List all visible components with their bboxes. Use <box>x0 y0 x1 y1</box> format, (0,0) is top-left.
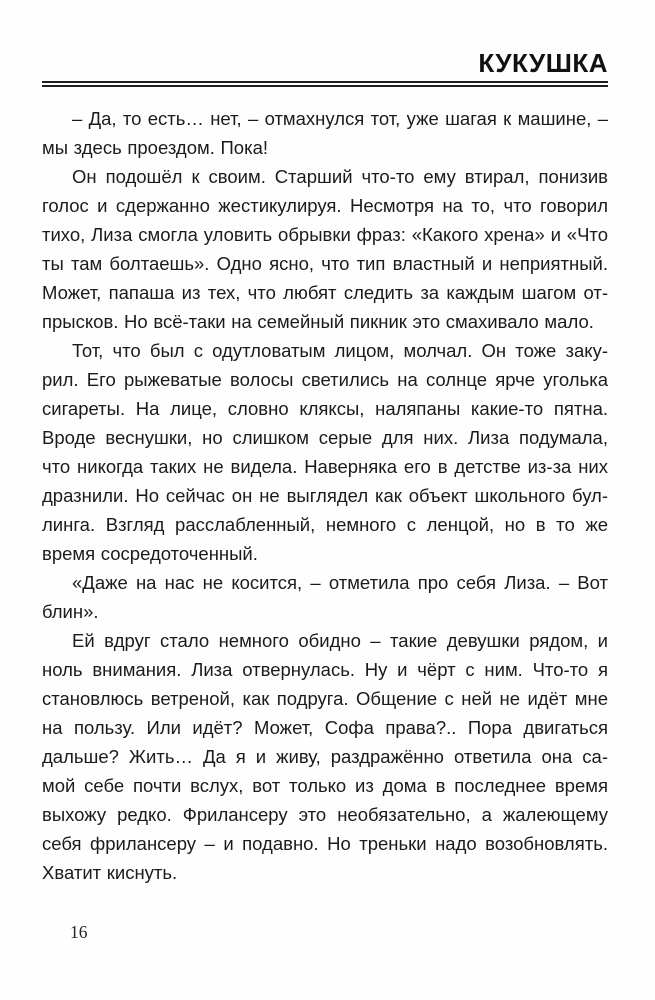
text-line: ты там болтаешь». Одно ясно, что тип властный и неприятный. <box>42 253 608 274</box>
paragraph <box>42 568 608 626</box>
text-line: дразнили. Но сейчас он не выглядел как объект школьного бул- <box>42 485 608 506</box>
paragraph <box>42 104 608 162</box>
text-line: ноль внимания. Лиза отвернулась. Ну и чёрт с ним. Что-то я <box>42 659 608 680</box>
text-line: линга. Взгляд расслабленный, немного с ленцой, но в то же <box>42 514 608 535</box>
text-line: Ей вдруг стало немного обидно – такие девушки рядом, и <box>72 630 608 651</box>
text-line: блин». <box>42 601 99 622</box>
text-line: Тот, что был с одутловатым лицом, молчал. Он тоже заку- <box>72 340 608 361</box>
text-line: тихо, Лиза смогла уловить обрывки фраз: «Какого хрена» и «Что <box>42 224 608 245</box>
text-line: время сосредоточенный. <box>42 543 258 564</box>
text-line: сигареты. На лице, словно кляксы, наляпаны какие-то пятна. <box>42 398 608 419</box>
text-line: голос и сдержанно жестикулируя. Несмотря на то, что говорил <box>42 195 608 216</box>
running-title: КУКУШКА <box>478 48 608 78</box>
text-line: дальше? Жить… Да я и живу, раздражённо ответила она са- <box>42 746 608 767</box>
paragraph <box>42 162 608 336</box>
paragraph <box>42 626 608 887</box>
paragraph <box>42 336 608 568</box>
text-line: Хватит киснуть. <box>42 862 178 883</box>
body-text <box>42 104 608 887</box>
text-line: что никогда таких не видела. Наверняка его в детстве из-за них <box>42 456 608 477</box>
text-line: – Да, то есть… нет, – отмахнулся тот, уже шагая к машине, – <box>72 108 608 129</box>
text-line: прысков. Но всё-таки на семейный пикник это смахивало мало. <box>42 311 594 332</box>
text-block <box>42 50 608 887</box>
text-line: Может, папаша из тех, что любят следить за каждым шагом от- <box>42 282 608 303</box>
text-line: становлюсь ветреной, как подруга. Общение с ней не идёт мне <box>42 688 608 709</box>
text-line: рил. Его рыжеватые волосы светились на солнце ярче уголька <box>42 369 608 390</box>
text-line: себя фрилансеру – и подавно. Но треньки надо возобновлять. <box>42 833 608 854</box>
text-line: «Даже на нас не косится, – отметила про себя Лиза. – Вот <box>72 572 608 593</box>
header-double-rule <box>42 81 608 87</box>
text-line: Вроде веснушки, но слишком серые для них. Лиза подумала, <box>42 427 608 448</box>
text-line: на пользу. Или идёт? Может, Софа права?.. Пора двигаться <box>42 717 608 738</box>
text-line: Он подошёл к своим. Старший что-то ему втирал, понизив <box>72 166 608 187</box>
text-line: мой себе почти вслух, вот только из дома в последнее время <box>42 775 608 796</box>
text-line: выхожу редко. Фрилансеру это необязательно, а жалеющему <box>42 804 608 825</box>
page-number: 16 <box>70 922 88 942</box>
text-line: мы здесь проездом. Пока! <box>42 137 268 158</box>
